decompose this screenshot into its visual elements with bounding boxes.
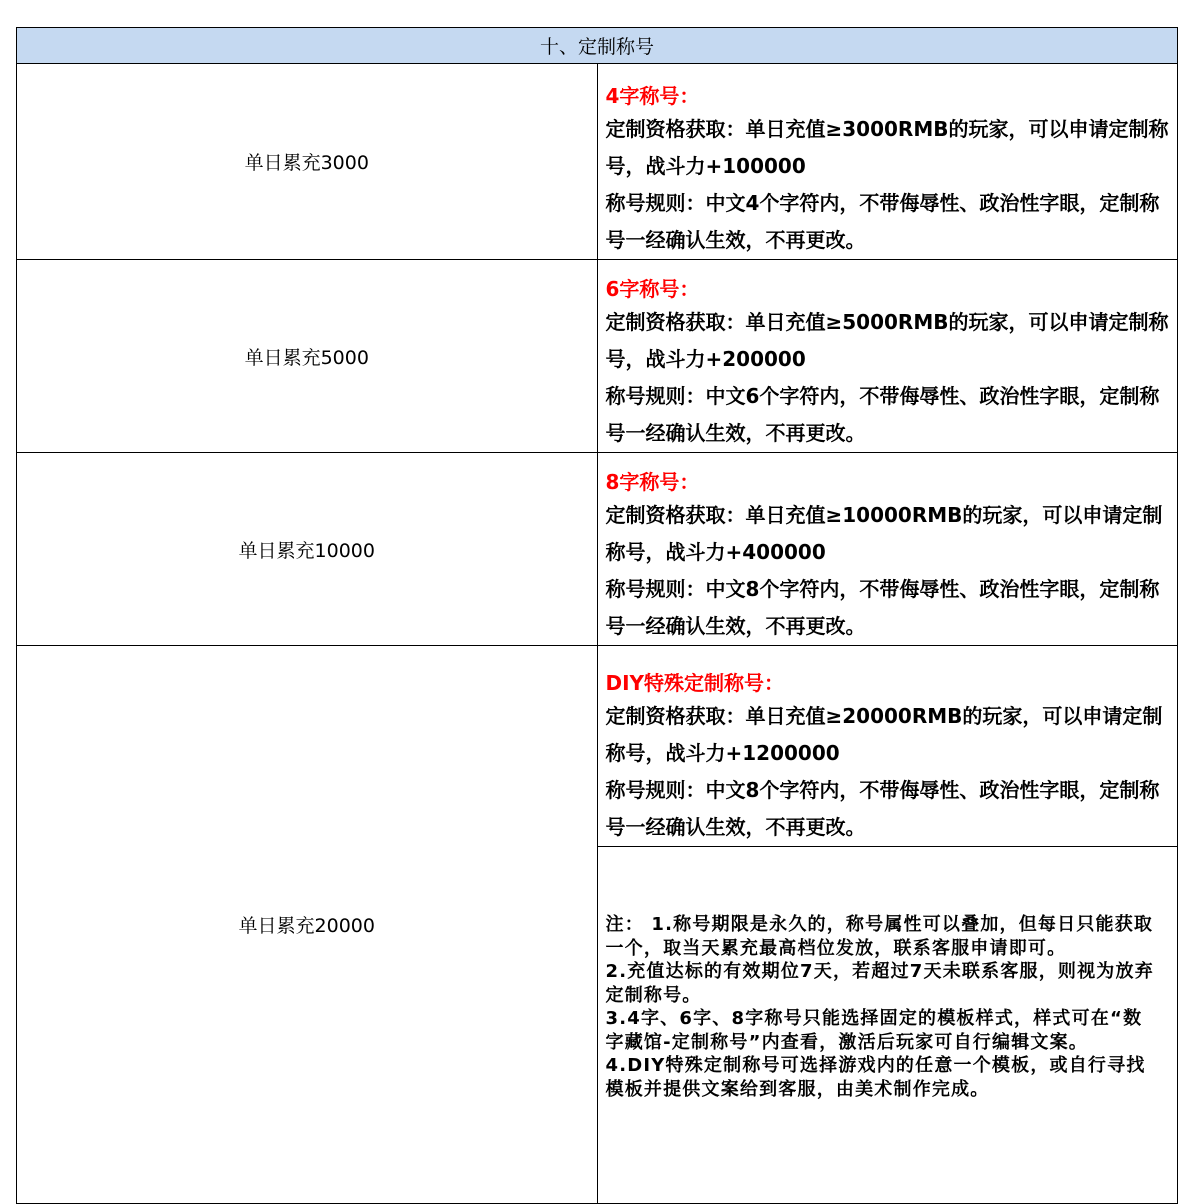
tier-recharge-label: 单日累充5000 [17,260,598,453]
tier-name: 4字称号： [605,84,700,108]
table-row [17,646,1178,847]
note-item: 注： 1.称号期限是永久的，称号属性可以叠加，但每日只能获取一个，取当天累充最高档位发放，联系客服申请即可。 [605,914,1154,959]
tier-rule: 称号规则：中文8个字符内，不带侮辱性、政治性字眼，定制称号一经确认生效，不再更改。 [605,577,1160,638]
tier-name: 6字称号： [605,277,700,301]
tier-qualification: 定制资格获取：单日充值≥10000RMB的玩家，可以申请定制称号，战斗力+400000 [605,503,1163,564]
tier-rule: 称号规则：中文6个字符内，不带侮辱性、政治性字眼，定制称号一经确认生效，不再更改。 [605,384,1160,445]
tier-qualification: 定制资格获取：单日充值≥3000RMB的玩家，可以申请定制称号，战斗力+100000 [605,117,1169,178]
tier-recharge-label: 单日累充3000 [17,64,598,260]
tier-rule: 称号规则：中文4个字符内，不带侮辱性、政治性字眼，定制称号一经确认生效，不再更改。 [605,191,1160,252]
note-item: 4.DIY特殊定制称号可选择游戏内的任意一个模板，或自行寻找模板并提供文案给到客服，由美术制作完成。 [605,1055,1146,1100]
tier-description [597,64,1178,260]
custom-title-table [16,27,1178,1204]
note-item: 2.充值达标的有效期位7天，若超过7天未联系客服，则视为放弃定制称号。 [605,961,1154,1006]
table-row [17,64,1178,260]
table-row [17,260,1178,453]
tier-recharge-label: 单日累充20000 [17,646,598,1204]
notes-block [598,913,1178,1101]
note-item: 3.4字、6字、8字称号只能选择固定的模板样式，样式可在“数字藏馆-定制称号”内查看，激活后玩家可自行编辑文案。 [605,1008,1143,1053]
tier-rule: 称号规则：中文8个字符内，不带侮辱性、政治性字眼，定制称号一经确认生效，不再更改。 [605,778,1160,839]
tier-qualification: 定制资格获取：单日充值≥5000RMB的玩家，可以申请定制称号，战斗力+200000 [605,310,1169,371]
tier-recharge-label: 单日累充10000 [17,453,598,646]
tier-name: DIY特殊定制称号： [605,671,785,695]
table-row [17,453,1178,646]
tier-qualification: 定制资格获取：单日充值≥20000RMB的玩家，可以申请定制称号，战斗力+1200000 [605,704,1163,765]
tier-description [597,646,1178,847]
section-title: 十、定制称号 [17,28,1178,64]
tier-name: 8字称号： [605,470,700,494]
tier-description [597,260,1178,453]
tier-description [597,453,1178,646]
notes-cell [597,847,1178,1204]
